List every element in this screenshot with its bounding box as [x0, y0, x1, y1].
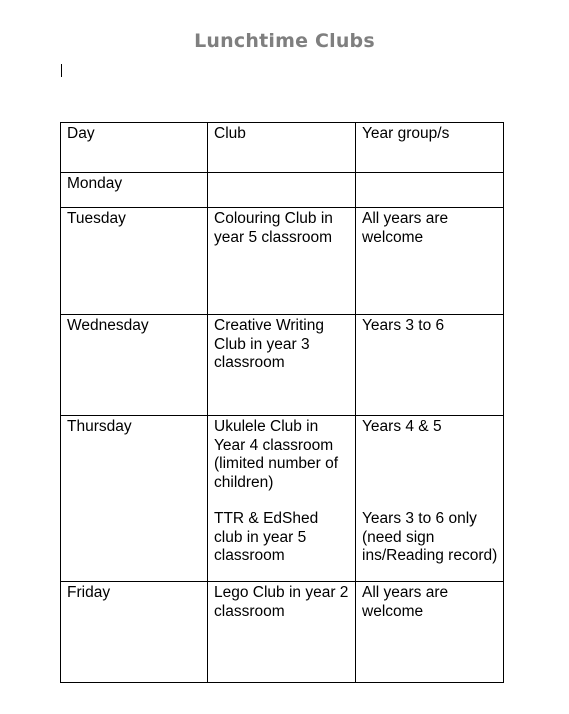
- text-cursor: [61, 64, 62, 77]
- paragraph-gap: [214, 492, 350, 510]
- club-cell: [208, 416, 356, 582]
- day-cell: Monday: [61, 173, 208, 208]
- table-row-wednesday: [61, 315, 504, 416]
- year-group-cell: All years are welcome: [356, 208, 504, 315]
- day-cell: Tuesday: [61, 208, 208, 315]
- club-cell: Creative Writing Club in year 3 classroom: [208, 315, 356, 416]
- clubs-table: [60, 122, 504, 683]
- year-group-cell: [356, 416, 504, 582]
- table-row-monday: [61, 173, 504, 208]
- table-row-thursday: [61, 416, 504, 582]
- table-header-row: [61, 123, 504, 173]
- year-group-entry: Years 4 & 5: [362, 418, 442, 435]
- year-group-cell: All years are welcome: [356, 582, 504, 683]
- year-group-cell: Years 3 to 6: [356, 315, 504, 416]
- header-club: Club: [208, 123, 356, 173]
- club-cell: Lego Club in year 2 classroom: [208, 582, 356, 683]
- club-entry: TTR & EdShed club in year 5 classroom: [214, 510, 319, 564]
- day-cell: Thursday: [61, 416, 208, 582]
- header-year-groups: Year group/s: [356, 123, 504, 173]
- day-cell: Wednesday: [61, 315, 208, 416]
- year-group-entry: Years 3 to 6 only (need sign ins/Reading record): [362, 510, 498, 564]
- paragraph-gap: [362, 492, 498, 510]
- club-cell: [208, 173, 356, 208]
- day-cell: Friday: [61, 582, 208, 683]
- club-entry: Ukulele Club in Year 4 classroom (limited number of children): [214, 418, 339, 491]
- header-day: Day: [61, 123, 208, 173]
- year-group-cell: [356, 173, 504, 208]
- table-row-friday: [61, 582, 504, 683]
- club-cell: Colouring Club in year 5 classroom: [208, 208, 356, 315]
- table-row-tuesday: [61, 208, 504, 315]
- document-title: Lunchtime Clubs: [194, 30, 375, 52]
